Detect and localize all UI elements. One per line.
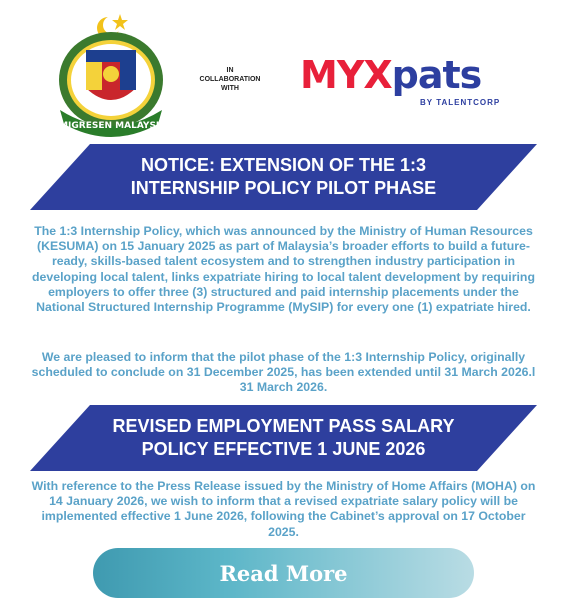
myxpats-wordmark: [300, 53, 530, 97]
notice1-paragraph-2: We are pleased to inform that the pilot phase of the 1:3 Internship Policy, originally scheduled to conclude on 31 December 2025, has been extended until 31 March 2026.l 31 March 2026.: [31, 350, 536, 395]
myxpats-byline: BY TALENTCORP: [420, 98, 501, 107]
myx-my: MY: [300, 53, 364, 97]
notice1-paragraph-1: The 1:3 Internship Policy, which was announced by the Ministry of Human Resources (KESUMA) on 15 January 2025 as part of Malaysia’s broader efforts to build a future-ready, skills-based talent ecosystem and to strengthen industry participation in developing local talent, links expatriate hiring to local talent development by requiring employers to offer three (3) structured and paid internship placements under the National Structured Internship Programme (MySIP) for every one (1) expatriate hired.: [32, 224, 535, 315]
emblem-ribbon-text: IMIGRESEN MALAYSIA: [55, 121, 167, 131]
notice2-title-line-2: POLICY EFFECTIVE 1 JUNE 2026: [141, 439, 426, 459]
notice-title-salary: [30, 403, 537, 473]
notice1-title-line-1: NOTICE: EXTENSION OF THE 1:3: [140, 155, 427, 175]
notice-title-internship: [30, 142, 537, 212]
notice-banner-salary: [30, 403, 537, 473]
notice-banner-internship: [30, 142, 537, 212]
notice1-title-line-2: INTERNSHIP POLICY PILOT PHASE: [130, 178, 437, 198]
myx-pats: pats: [391, 53, 482, 97]
collab-line-3: WITH: [221, 85, 239, 92]
notice2-title-line-1: REVISED EMPLOYMENT PASS SALARY: [112, 416, 455, 436]
collaboration-label: [180, 66, 280, 93]
myx-x: X: [363, 53, 392, 97]
collab-line-2: COLLABORATION: [199, 76, 261, 83]
collab-line-1: IN: [226, 67, 234, 74]
immigration-emblem-icon: [46, 10, 176, 140]
read-more-button[interactable]: Read More: [93, 548, 474, 598]
notice2-paragraph: With reference to the Press Release issued by the Ministry of Home Affairs (MOHA) on 14 January 2026, we wish to inform that a revised expatriate salary policy will be implemented effective 1 June 2026, following the Cabinet’s approval on 17 October 2025.: [31, 479, 536, 539]
myxpats-logo: [300, 53, 530, 116]
